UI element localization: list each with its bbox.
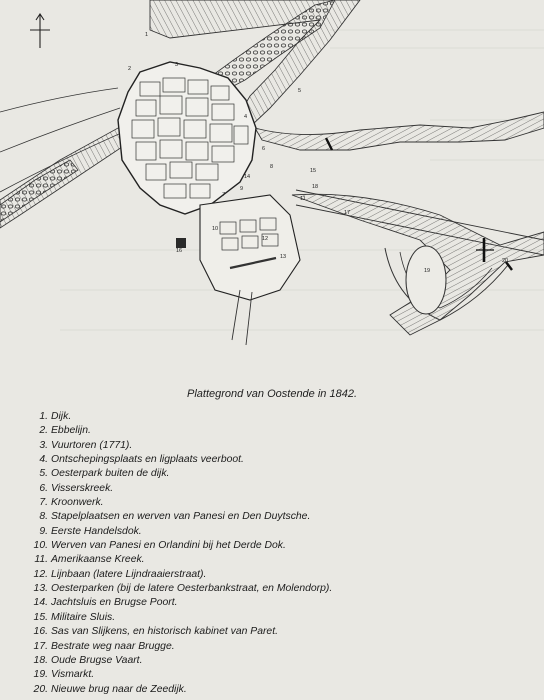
legend-item xyxy=(28,467,332,481)
dunes-west xyxy=(0,160,78,222)
north-arrow-icon xyxy=(30,14,50,48)
legend-item xyxy=(28,496,332,510)
sea-west xyxy=(0,128,140,228)
legend-number: 8. xyxy=(39,511,48,523)
sluice-block xyxy=(176,238,186,248)
map-label: 6 xyxy=(262,146,266,152)
legend-item xyxy=(28,568,332,582)
legend-number: 20. xyxy=(33,683,48,695)
legend-text: Ebbelijn. xyxy=(51,425,91,437)
legend-item xyxy=(28,625,332,639)
map-label: 11 xyxy=(300,196,306,202)
map-label: 14 xyxy=(244,174,251,180)
legend-number: 17. xyxy=(33,640,48,652)
legend-item xyxy=(28,439,332,453)
map-label: 5 xyxy=(298,88,302,94)
legend-number: 11. xyxy=(34,554,48,566)
legend-number: 3. xyxy=(39,439,48,451)
map-label: 1 xyxy=(145,32,149,38)
legend-number: 13. xyxy=(33,583,48,595)
legend-item xyxy=(28,640,332,654)
oval-island xyxy=(406,246,446,314)
map-label: 13 xyxy=(280,254,287,260)
map-label: 2 xyxy=(128,66,132,72)
map-label: 17 xyxy=(344,210,351,216)
map-label: 18 xyxy=(312,184,319,190)
legend-text: Oesterpark buiten de dijk. xyxy=(51,468,170,480)
map-caption: Plattegrond van Oostende in 1842. xyxy=(186,388,357,400)
map-label: 19 xyxy=(424,268,431,274)
legend-number: 7. xyxy=(39,497,48,509)
legend-number: 12. xyxy=(33,568,48,580)
legend-number: 1. xyxy=(39,411,48,422)
legend-text: Bestrate weg naar Brugge. xyxy=(51,640,175,652)
legend-list xyxy=(28,410,332,697)
legend-item xyxy=(28,410,332,424)
legend-number: 5. xyxy=(39,468,48,480)
legend-item xyxy=(28,453,332,467)
map-label: 16 xyxy=(176,248,183,254)
legend-item xyxy=(28,553,332,567)
map-label: 10 xyxy=(212,226,219,232)
dock-area xyxy=(200,195,300,300)
legend-number: 10. xyxy=(33,540,48,552)
legend-item xyxy=(28,683,332,697)
legend-text: Stapelplaatsen en werven van Panesi en Den Duytsche. xyxy=(51,511,311,523)
map-label: 4 xyxy=(244,114,248,120)
legend-number: 15. xyxy=(33,611,48,623)
legend-number: 9. xyxy=(39,525,48,537)
legend-text: Visserskreek. xyxy=(51,482,114,494)
legend-text: Nieuwe brug naar de Zeedijk. xyxy=(51,683,187,695)
legend-text: Ontschepingsplaats en ligplaats veerboot. xyxy=(51,454,244,466)
legend-text: Kroonwerk. xyxy=(51,497,104,509)
harbour-channel xyxy=(255,112,544,150)
legend-text: Amerikaanse Kreek. xyxy=(51,554,145,566)
legend-number: 6. xyxy=(39,482,48,494)
legend-item xyxy=(28,668,332,682)
legend-number: 19. xyxy=(33,669,48,681)
legend-number: 14. xyxy=(33,597,48,609)
legend-item xyxy=(28,424,332,438)
legend-item xyxy=(28,596,332,610)
legend-text: Oude Brugse Vaart. xyxy=(51,654,143,666)
map-label: 8 xyxy=(270,164,274,170)
legend-item xyxy=(28,482,332,496)
legend-item xyxy=(28,582,332,596)
map-label: 20 xyxy=(502,258,509,264)
legend-text: Militaire Sluis. xyxy=(51,611,116,623)
legend-text: Lijnbaan (latere Lijndraaierstraat). xyxy=(51,568,207,580)
map-label: 3 xyxy=(175,62,179,68)
legend-text: Sas van Slijkens, en historisch kabinet van Paret. xyxy=(51,626,278,638)
legend-number: 18. xyxy=(33,654,48,666)
legend-text: Vuurtoren (1771). xyxy=(51,439,133,451)
legend-text: Oesterparken (bij de latere Oesterbankstraat, en Molendorp). xyxy=(51,583,333,595)
legend-text: Dijk. xyxy=(51,411,72,422)
legend-text: Jachtsluis en Brugse Poort. xyxy=(51,597,178,609)
legend-text: Eerste Handelsdok. xyxy=(51,525,142,537)
legend-item xyxy=(28,510,332,524)
map-label: 15 xyxy=(310,168,317,174)
legend-number: 16. xyxy=(33,626,48,638)
legend-item xyxy=(28,611,332,625)
map-label: 9 xyxy=(240,186,244,192)
legend-number: 4. xyxy=(39,454,48,466)
legend-item xyxy=(28,654,332,668)
legend-text: Vismarkt. xyxy=(51,669,95,681)
map-label: 7 xyxy=(222,192,226,198)
legend-text: Werven van Panesi en Orlandini bij het Derde Dok. xyxy=(51,540,286,552)
map-label: 12 xyxy=(262,236,269,242)
legend-item xyxy=(28,539,332,553)
legend-item xyxy=(28,525,332,539)
legend-number: 2. xyxy=(39,425,48,437)
